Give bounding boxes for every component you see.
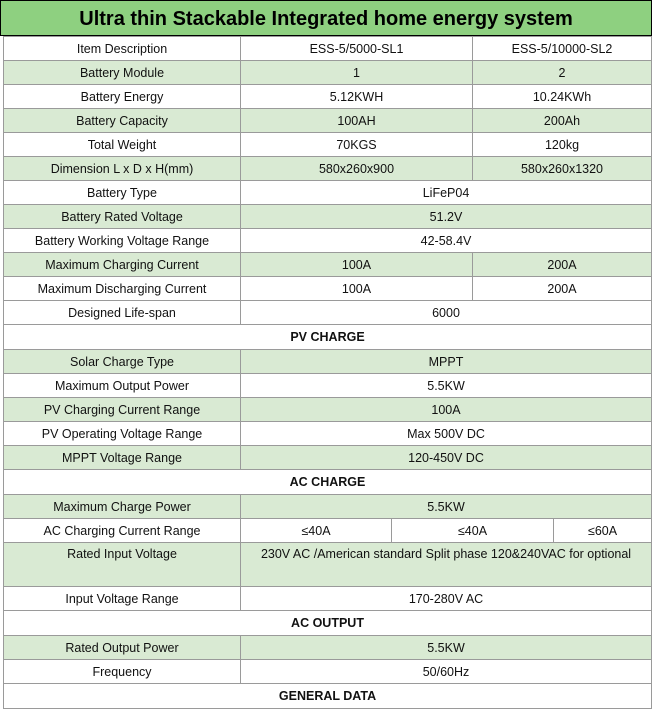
table-row (4, 587, 652, 611)
value-cell: 230V AC /American standard Split phase 120&240VAC for optional (241, 543, 652, 587)
table-row (4, 277, 652, 301)
row-label: PV Operating Voltage Range (4, 422, 241, 446)
table-row-header (4, 37, 652, 61)
table-row (4, 660, 652, 684)
table-row (4, 543, 652, 587)
row-label: Battery Module (4, 61, 241, 85)
value-cell: 5.5KW (241, 374, 652, 398)
table-row (4, 519, 652, 543)
table-row (4, 85, 652, 109)
value-cell: 100A (241, 253, 473, 277)
row-label: Maximum Charge Power (4, 495, 241, 519)
section-title: AC CHARGE (4, 470, 652, 495)
value-cell: 120-450V DC (241, 446, 652, 470)
table-row (4, 229, 652, 253)
value-cell: 10.24KWh (473, 85, 652, 109)
value-cell: 2 (473, 61, 652, 85)
value-cell: ≤40A (392, 519, 554, 543)
row-label: Maximum Charging Current (4, 253, 241, 277)
value-cell: 580x260x1320 (473, 157, 652, 181)
row-label: Solar Charge Type (4, 350, 241, 374)
section-title: GENERAL DATA (4, 684, 652, 709)
row-label: Maximum Discharging Current (4, 277, 241, 301)
row-label: Rated Output Power (4, 636, 241, 660)
section-heading-ac-output (4, 611, 652, 636)
row-label: Total Weight (4, 133, 241, 157)
value-cell: 5.12KWH (241, 85, 473, 109)
value-cell: 100AH (241, 109, 473, 133)
value-cell: 5.5KW (241, 636, 652, 660)
value-cell: LiFeP04 (241, 181, 652, 205)
row-label: Maximum Output Power (4, 374, 241, 398)
row-label: PV Charging Current Range (4, 398, 241, 422)
value-cell: ≤40A (241, 519, 392, 543)
table-row (4, 301, 652, 325)
row-label: Frequency (4, 660, 241, 684)
value-cell: 100A (241, 277, 473, 301)
value-cell: 5.5KW (241, 495, 652, 519)
section-title: PV CHARGE (4, 325, 652, 350)
table-row (4, 253, 652, 277)
value-cell: 42-58.4V (241, 229, 652, 253)
table-row (4, 181, 652, 205)
row-label: MPPT Voltage Range (4, 446, 241, 470)
model-2-cell: ESS-5/10000-SL2 (473, 37, 652, 61)
table-row (4, 495, 652, 519)
value-cell: Max 500V DC (241, 422, 652, 446)
row-label: Dimension L x D x H(mm) (4, 157, 241, 181)
spec-table (3, 36, 652, 709)
row-label: Battery Rated Voltage (4, 205, 241, 229)
table-row (4, 133, 652, 157)
table-row (4, 374, 652, 398)
value-cell: ≤60A (554, 519, 652, 543)
section-heading-ac-charge (4, 470, 652, 495)
table-row (4, 636, 652, 660)
value-cell: 120kg (473, 133, 652, 157)
section-heading-general-data (4, 684, 652, 709)
table-row (4, 398, 652, 422)
section-heading-pv-charge (4, 325, 652, 350)
row-label: AC Charging Current Range (4, 519, 241, 543)
value-cell: 200A (473, 277, 652, 301)
table-row (4, 61, 652, 85)
row-label: Input Voltage Range (4, 587, 241, 611)
table-row (4, 422, 652, 446)
value-cell: 70KGS (241, 133, 473, 157)
table-row (4, 446, 652, 470)
row-label: Rated Input Voltage (4, 543, 241, 587)
value-cell: MPPT (241, 350, 652, 374)
value-cell: 170-280V AC (241, 587, 652, 611)
value-cell: 6000 (241, 301, 652, 325)
table-row (4, 109, 652, 133)
row-label: Battery Working Voltage Range (4, 229, 241, 253)
value-cell: 51.2V (241, 205, 652, 229)
row-label: Battery Type (4, 181, 241, 205)
row-label: Item Description (4, 37, 241, 61)
value-cell: 200A (473, 253, 652, 277)
value-cell: 100A (241, 398, 652, 422)
value-cell: 1 (241, 61, 473, 85)
row-label: Battery Energy (4, 85, 241, 109)
value-cell: 200Ah (473, 109, 652, 133)
table-row (4, 157, 652, 181)
table-row (4, 350, 652, 374)
value-cell: 50/60Hz (241, 660, 652, 684)
row-label: Designed Life-span (4, 301, 241, 325)
sheet-title: Ultra thin Stackable Integrated home energy system (0, 0, 652, 36)
row-label: Battery Capacity (4, 109, 241, 133)
section-title: AC OUTPUT (4, 611, 652, 636)
value-cell: 580x260x900 (241, 157, 473, 181)
table-row (4, 205, 652, 229)
model-1-cell: ESS-5/5000-SL1 (241, 37, 473, 61)
